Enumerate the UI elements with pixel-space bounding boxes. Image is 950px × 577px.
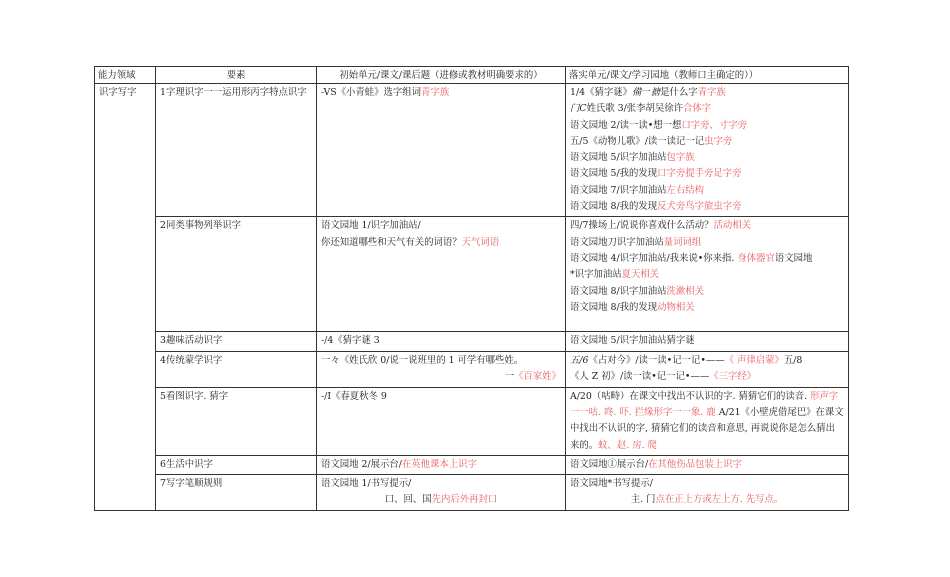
cell-line [570, 389, 844, 454]
literacy-ability-table [94, 66, 849, 511]
highlight-text: 量词词组 [663, 236, 702, 248]
cell-text: A/20（咕畤）在课文中找出不认识的字. 猜猜它们的读音. [570, 390, 811, 402]
cell-text: 姓氏歌 3/张李胡吴徐许 [586, 103, 684, 115]
header-initial-unit: 初始单元/课文/课后题（进修或教材明确要求的） [317, 67, 566, 84]
cell-line [570, 353, 844, 369]
highlight-text: 在其他伤品包装上识字 [648, 458, 742, 470]
cell-text: 四/7操场上/说说你喜戏什么活动？ [570, 220, 714, 232]
cell-line [570, 101, 844, 117]
cell-text: 主. 门 [630, 494, 656, 506]
highlight-text: 青字族 [697, 87, 726, 98]
highlight-text: 动物相关 [657, 301, 695, 313]
cell-text: 语文园地 8/识字加油站 [570, 285, 667, 297]
cell-text: 五/8 [783, 354, 803, 366]
cell-line [570, 369, 844, 385]
practice-unit-cell [566, 455, 849, 474]
cell-line [321, 235, 561, 251]
initial-unit-cell [317, 332, 566, 351]
highlight-text: 包字族 [666, 152, 695, 164]
cell-text: 五/6 [570, 354, 589, 366]
cell-text: 语文园地*书写提示/ [570, 478, 653, 490]
initial-unit-cell [317, 84, 566, 217]
highlight-text: 身体器官 [737, 252, 775, 264]
cell-text: 语文园地 8/我的发现 [570, 301, 658, 313]
cell-line [321, 333, 561, 349]
cell-line [570, 150, 844, 166]
cell-line [570, 333, 844, 349]
cell-text: 備 [631, 87, 642, 98]
cell-line [570, 251, 844, 267]
cell-line [570, 235, 844, 251]
cell-line [321, 369, 561, 385]
cell-text: 语文园地①展示台/ [570, 458, 649, 470]
cell-line [321, 389, 561, 405]
table-row [95, 84, 849, 217]
table-row [95, 455, 849, 474]
table-header-row [95, 67, 849, 84]
cell-text: 语文园地 5/识字加油站 [570, 152, 667, 164]
header-ability-domain: 能力领域 [95, 67, 156, 84]
cell-text: 是什么字 [660, 87, 698, 98]
cell-text: 语文园地 7/识字加油站 [570, 184, 667, 196]
cell-text: -/I《春夏秋冬 9 [321, 390, 387, 402]
ability-domain-cell: 识字写字 [95, 84, 156, 511]
cell-text: 门C [570, 103, 587, 115]
cell-text: 《占对今》/读一读•记一记•—— [588, 354, 725, 366]
table-row [95, 475, 849, 511]
cell-text: 一 [504, 370, 515, 382]
highlight-text: 虫字旁 [704, 135, 733, 147]
highlight-text: 在英他课本上识字 [401, 458, 477, 470]
cell-text: 语文园地 2/展示台/ [321, 458, 402, 470]
element-cell: 3趣味活动识字 [156, 332, 317, 351]
cell-line [570, 492, 844, 508]
element-cell: 6生活中识字 [156, 455, 317, 474]
cell-text: 语文园地 4/识字加油站/我来说•你来指. [570, 252, 738, 264]
cell-text: 口、回、国 [384, 494, 432, 506]
cell-line [570, 118, 844, 134]
cell-line [321, 457, 561, 473]
cell-text: 语文园地 5/识字加油站猜字谜 [570, 335, 695, 347]
cell-text: 语文园地刀识字加油站 [570, 236, 664, 248]
cell-text: -/4《猜字谜 3 [321, 335, 380, 347]
cell-line [321, 353, 561, 369]
table-row [95, 217, 849, 332]
element-cell: 7写字笔顺规则 [156, 475, 317, 511]
highlight-text: 点在正上方或左上方. 先写点。 [655, 494, 784, 506]
element-cell: 2同类事物列举识字 [156, 217, 317, 332]
highlight-text: 洗漱相关 [666, 285, 704, 297]
cell-text: 五/5《动物儿歌》/读一读记一记 [570, 135, 705, 147]
practice-unit-cell [566, 217, 849, 332]
header-element: 要素 [156, 67, 317, 84]
cell-line [321, 85, 561, 101]
cell-line [321, 492, 561, 508]
highlight-text: 形声字一一咕. 咚. 吓. 拦缘形字一一象. 鹿 [570, 390, 839, 418]
cell-text: 语文园地 1/识字加油站/ [321, 220, 421, 232]
highlight-text: 《三字经》 [709, 370, 757, 382]
table-row [95, 332, 849, 351]
cell-line [321, 476, 561, 492]
practice-unit-cell [566, 351, 849, 387]
initial-unit-cell [317, 455, 566, 474]
cell-text: A/21《小壁虎借尾巴》在课文中找出不认识的字, 猜猜它们的读音和意思, 再说说你是怎么猜出来的。 [570, 406, 844, 451]
cell-text: 语文园地 1/书写提示/ [321, 478, 412, 490]
cell-text: 语文园地 2/读一读•想一想 [570, 119, 682, 131]
cell-text: 语文园地 [774, 252, 813, 264]
cell-line [570, 476, 844, 492]
cell-text: 搪 [650, 87, 661, 98]
table-body [95, 84, 849, 511]
element-cell: 1字理识字一一运用形丙字特点识字 [156, 84, 317, 217]
element-cell: 5看图识字. 猜字 [156, 387, 317, 455]
practice-unit-cell [566, 475, 849, 511]
cell-line [570, 134, 844, 150]
element-cell: 4传统蒙学识字 [156, 351, 317, 387]
highlight-text: 夏天相关 [621, 269, 660, 281]
cell-line [570, 166, 844, 182]
cell-line [321, 218, 561, 234]
practice-unit-cell [566, 84, 849, 217]
highlight-text: 口字旁、寸字旁 [681, 119, 748, 131]
cell-line [570, 267, 844, 283]
highlight-text: 左右结构 [666, 184, 704, 196]
highlight-text: 《 声律启蒙》 [724, 354, 784, 366]
highlight-text: 天气词语 [461, 236, 500, 248]
initial-unit-cell [317, 387, 566, 455]
highlight-text: 反犬旁鸟字旅虫字旁 [657, 201, 742, 213]
highlight-text: 活动相关 [713, 220, 752, 232]
cell-text: 你还知道哪些和天气有关的词语？ [321, 236, 462, 248]
cell-line [570, 85, 844, 101]
cell-line [570, 300, 844, 316]
cell-text: 一 [641, 87, 651, 98]
cell-text: 1/4《猜字谜》 [570, 87, 632, 98]
initial-unit-cell [317, 217, 566, 332]
initial-unit-cell [317, 475, 566, 511]
header-practice-unit: 落实单元/课文/学习园地（教师口主确定的）） [566, 67, 849, 84]
cell-line [570, 183, 844, 199]
table-row [95, 351, 849, 387]
highlight-text: 蚊、赵. 房. 爬 [598, 439, 657, 451]
highlight-text: 先内后外再封口 [431, 494, 498, 506]
cell-text: 《人 Z 初》/读一读•记一记•—— [570, 370, 710, 382]
highlight-text: 《百家姓》 [514, 370, 561, 382]
cell-text: 一々《姓氏欣 0/说一说班里的 1 可学有哪些姓。 [321, 354, 524, 366]
cell-text: 语文园地 5/我的发现 [570, 168, 658, 180]
cell-line [570, 199, 844, 215]
highlight-text: 合体字 [683, 103, 712, 115]
cell-text: 语文园地 8/我的发现 [570, 201, 658, 213]
practice-unit-cell [566, 387, 849, 455]
cell-line [570, 284, 844, 300]
highlight-text: 青字族 [421, 87, 450, 98]
practice-unit-cell [566, 332, 849, 351]
cell-line [570, 218, 844, 234]
cell-line [570, 457, 844, 473]
cell-text: *识字加油站 [570, 269, 622, 281]
initial-unit-cell [317, 351, 566, 387]
table-row [95, 387, 849, 455]
highlight-text: 口字旁提手旁足字旁 [657, 168, 742, 180]
cell-text: -VS《小青蛙》选字组词 [321, 87, 422, 98]
